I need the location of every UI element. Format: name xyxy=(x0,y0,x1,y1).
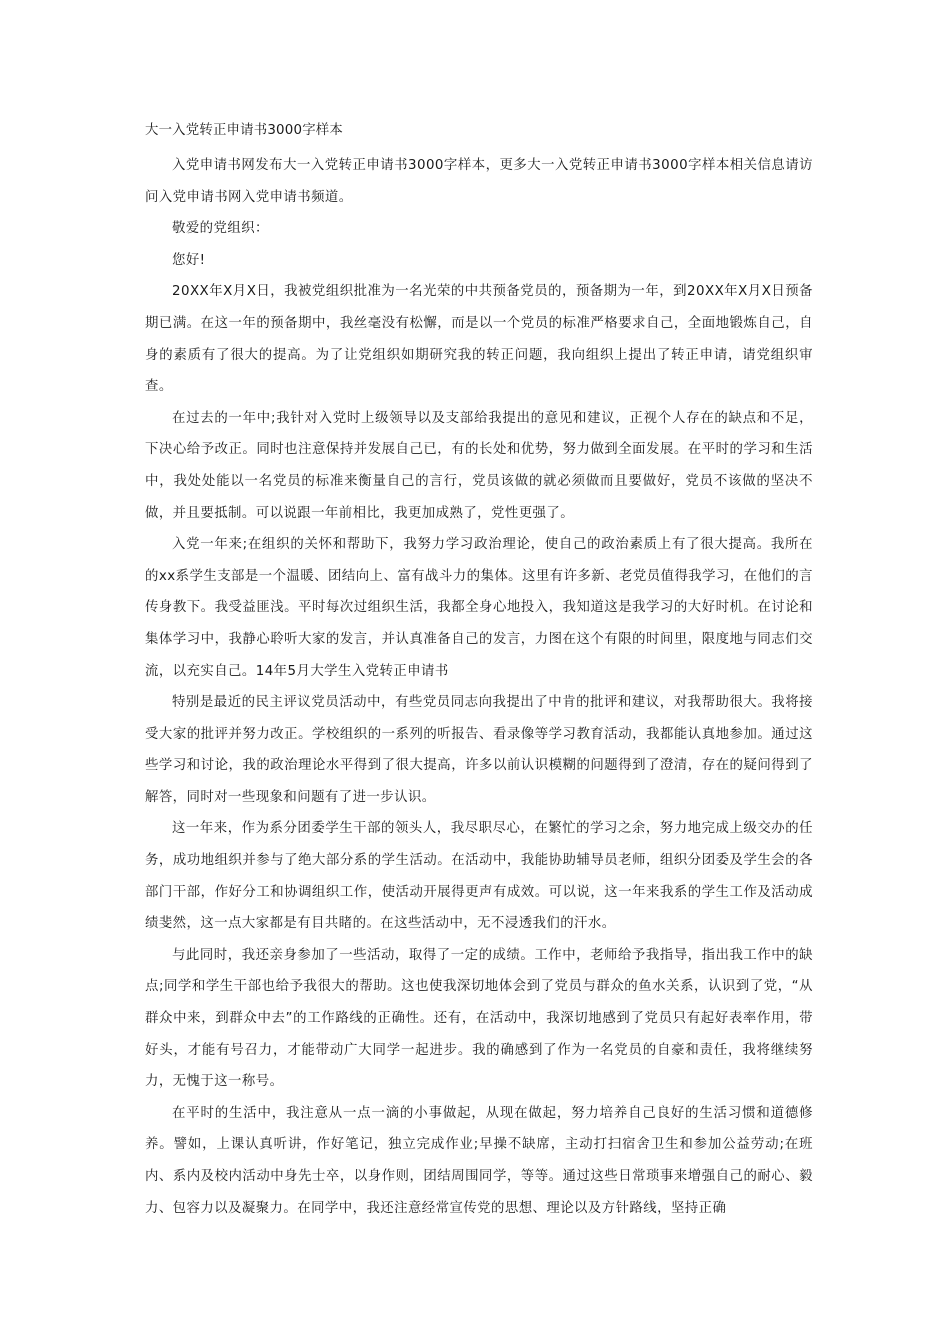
body-paragraph: 这一年来，作为系分团委学生干部的领头人，我尽职尽心，在繁忙的学习之余，努力地完成上级交办的任务，成功地组织并参与了绝大部分系的学生活动。在活动中，我能协助辅导员老师，组织分团委及学生会的各部门干部，作好分工和协调组织工作，使活动开展得更声有成效。可以说，这一年来我系的学生工作及活动成绩斐然，这一点大家都是有目共睹的。在这些活动中，无不浸透我们的汗水。 xyxy=(145,821,813,932)
document-title: 大一入党转正申请书3000字样本 xyxy=(145,123,343,138)
salutation: 敬爱的党组织： xyxy=(172,221,269,237)
body-paragraph: 20XX年X月X日，我被党组织批准为一名光荣的中共预备党员的，预备期为一年，到20XX年X月X日预备期已满。在这一年的预备期中，我丝毫没有松懈，而是以一个党员的标准严格要求自己，全面地锻炼自己，自身的素质有了很大的提高。为了让党组织如期研究我的转正问题，我向组织上提出了转正申请，请党组织审查。 xyxy=(145,284,813,395)
body-paragraph: 在过去的一年中;我针对入党时上级领导以及支部给我提出的意见和建议，正视个人存在的缺点和不足，下决心给予改正。同时也注意保持并发展自己已，有的长处和优势，努力做到全面发展。在平时的学习和生活中，我处处能以一名党员的标准来衡量自己的言行，党员该做的就必须做而且要做好，党员不该做的坚决不做，并且要抵制。可以说跟一年前相比，我更加成熟了，党性更强了。 xyxy=(145,410,813,521)
greeting: 您好! xyxy=(172,252,206,268)
body-paragraph: 入党一年来;在组织的关怀和帮助下，我努力学习政治理论，使自己的政治素质上有了很大提高。我所在的xx系学生支部是一个温暖、团结向上、富有战斗力的集体。这里有许多新、老党员值得我学习，在他们的言传身教下。我受益匪浅。平时每次过组织生活，我都全身心地投入，我知道这是我学习的大好时机。在讨论和集体学习中，我静心聆听大家的发言，并认真准备自己的发言，力图在这个有限的时间里，限度地与同志们交流，以充实自己。14年5月大学生入党转正申请书 xyxy=(145,537,813,679)
document-body xyxy=(145,120,813,1224)
body-paragraph: 与此同时，我还亲身参加了一些活动，取得了一定的成绩。工作中，老师给予我指导，指出我工作中的缺点;同学和学生干部也给予我很大的帮助。这也使我深切地体会到了党员与群众的鱼水关系，认识到了党，“从群众中来，到群众中去”的工作路线的正确性。还有，在活动中，我深切地感到了党员只有起好表率作用，带好头，才能有号召力，才能带动广大同学一起进步。我的确感到了作为一名党员的自豪和责任，我将继续努力，无愧于这一称号。 xyxy=(145,947,813,1090)
body-paragraph: 在平时的生活中，我注意从一点一滴的小事做起，从现在做起，努力培养自己良好的生活习惯和道德修养。譬如，上课认真听讲，作好笔记，独立完成作业;早操不缺席，主动打扫宿舍卫生和参加公益劳动;在班内、系内及校内活动中身先士卒，以身作则，团结周围同学，等等。通过这些日常琐事来增强自己的耐心、毅力、包容力以及凝聚力。在同学中，我还注意经常宣传党的思想、理论以及方针路线，坚持正确 xyxy=(145,1105,813,1216)
body-paragraph: 特别是最近的民主评议党员活动中，有些党员同志向我提出了中肯的批评和建议，对我帮助很大。我将接受大家的批评并努力改正。学校组织的一系列的听报告、看录像等学习教育活动，我都能认真地参加。通过这些学习和讨论，我的政治理论水平得到了很大提高，许多以前认识模糊的问题得到了澄清，存在的疑问得到了解答，同时对一些现象和问题有了进一步认识。 xyxy=(145,695,813,805)
intro-paragraph: 入党申请书网发布大一入党转正申请书3000字样本，更多大一入党转正申请书3000字样本相关信息请访问入党申请书网入党申请书频道。 xyxy=(145,158,813,205)
